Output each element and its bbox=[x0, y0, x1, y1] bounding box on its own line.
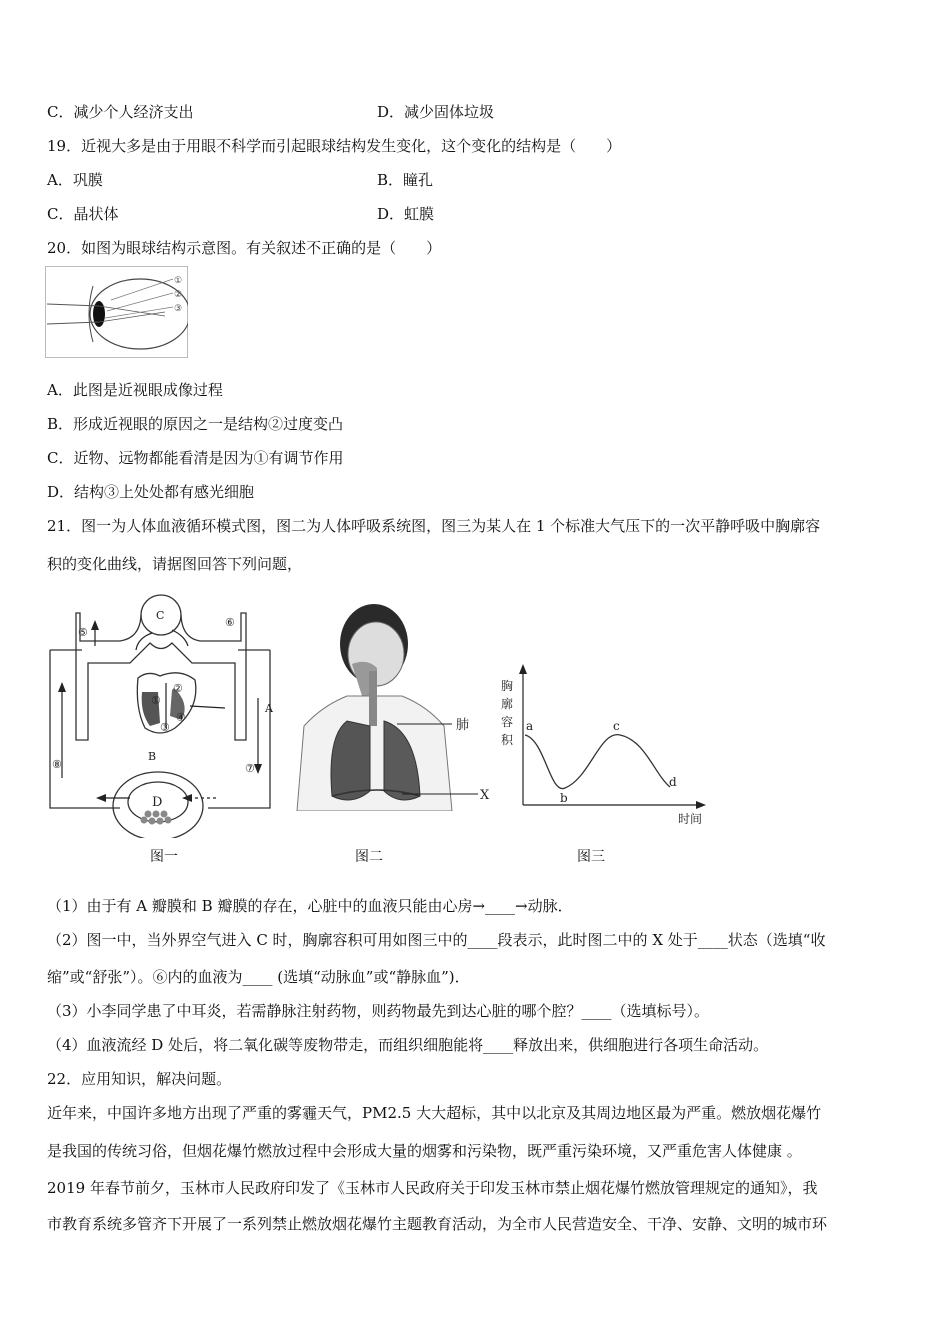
y-label-2: 廓 bbox=[501, 697, 514, 711]
q22-para-line1: 近年来，中国许多地方出现了严重的雾霾天气，PM2.5 大大超标，其中以北京及其周边地区最为严重。燃放烟花爆竹 bbox=[47, 1104, 822, 1122]
label-1: ① bbox=[151, 694, 161, 707]
q21-sub3: （3）小李同学患了中耳炎，若需静脉注射药物，则药物最先到达心脏的哪个腔？____（选填标号）。 bbox=[47, 1002, 710, 1020]
eye-structure-diagram bbox=[45, 266, 188, 358]
q19-option-d: D．虹膜 bbox=[377, 205, 435, 223]
q20-option-b: B．形成近视眼的原因之一是结构②过度变凸 bbox=[47, 415, 344, 433]
label-a: A bbox=[265, 702, 273, 715]
q22-para-line4: 市教育系统多管齐下开展了一系列禁止燃放烟花爆竹主题教育活动，为全市人民营造安全、干净、安静、文明的城市环 bbox=[47, 1215, 828, 1233]
point-a: a bbox=[526, 719, 534, 733]
q19-stem: 19．近视大多是由于用眼不科学而引起眼球结构发生变化，这个变化的结构是（ ） bbox=[47, 137, 622, 155]
label-b: B bbox=[148, 750, 157, 763]
fig1-caption: 图一 bbox=[150, 849, 178, 865]
eye-label-3: ③ bbox=[174, 304, 183, 314]
fig3-caption: 图三 bbox=[577, 849, 605, 865]
q22-para-line2: 是我国的传统习俗，但烟花爆竹燃放过程中会形成大量的烟雾和污染物，既严重污染环境，又严重危害人体健康 。 bbox=[47, 1142, 802, 1160]
q21-stem-line2: 积的变化曲线，请据图回答下列问题， bbox=[47, 555, 303, 573]
label-2: ② bbox=[173, 682, 183, 695]
label-c: C bbox=[156, 609, 165, 622]
q20-option-a: A．此图是近视眼成像过程 bbox=[47, 381, 223, 399]
q19-option-a: A．巩膜 bbox=[47, 171, 103, 189]
volume-curve bbox=[525, 735, 670, 789]
q21-sub4: （4）血液流经 D 处后，将二氧化碳等废物带走，而组织细胞能将____释放出来，供细胞进行各项生命活动。 bbox=[47, 1036, 769, 1054]
label-5: ⑤ bbox=[78, 626, 88, 639]
q21-sub2-line1: （2）图一中，当外界空气进入 C 时，胸廓容积可用如图三中的____段表示，此时图二中的 X 处于____状态（选填“收 bbox=[47, 931, 826, 949]
label-3: ③ bbox=[160, 721, 170, 734]
y-label-3: 容 bbox=[501, 715, 514, 729]
q20-option-d: D．结构③上处处都有感光细胞 bbox=[47, 483, 255, 501]
point-b: b bbox=[560, 791, 568, 805]
blood-circulation-diagram bbox=[40, 588, 290, 838]
q21-sub2-line2: 缩”或“舒张”）。⑥内的血液为____ (选填“动脉血”或“静脉血”)． bbox=[47, 968, 470, 986]
point-d: d bbox=[669, 775, 677, 789]
q22-para-line3: 2019 年春节前夕，玉林市人民政府印发了《玉林市人民政府关于印发玉林市禁止烟花爆竹燃放管理规定的通知》，我 bbox=[47, 1179, 818, 1197]
y-label-4: 积 bbox=[501, 733, 514, 747]
label-4: ④ bbox=[176, 711, 186, 724]
fig2-lung-label: 肺 bbox=[456, 718, 470, 733]
q19-option-b: B．瞳孔 bbox=[377, 171, 434, 189]
eye-label-1: ① bbox=[174, 276, 183, 286]
label-7: ⑦ bbox=[245, 762, 255, 775]
label-6: ⑥ bbox=[225, 616, 235, 629]
q19-option-c: C．晶状体 bbox=[47, 205, 119, 223]
q22-stem: 22．应用知识，解决问题。 bbox=[47, 1070, 232, 1088]
q20-option-c: C．近物、远物都能看清是因为①有调节作用 bbox=[47, 449, 344, 467]
q21-stem-line1: 21．图一为人体血液循环模式图，图二为人体呼吸系统图，图三为某人在 1 个标准大气压下的一次平静呼吸中胸廓容 bbox=[47, 517, 821, 535]
label-8: ⑧ bbox=[52, 758, 62, 771]
fig2-x-label: X bbox=[480, 788, 490, 803]
q21-sub1: （1）由于有 A 瓣膜和 B 瓣膜的存在，心脏中的血液只能由心房→____→动脉． bbox=[47, 897, 573, 915]
fig2-caption: 图二 bbox=[355, 849, 383, 865]
q18-option-d: D．减少固体垃圾 bbox=[377, 103, 495, 121]
chest-volume-chart bbox=[495, 660, 710, 830]
x-axis-label: 时间 bbox=[678, 812, 703, 826]
point-c: c bbox=[613, 719, 620, 733]
respiratory-system-diagram bbox=[292, 596, 502, 811]
eye-label-2: ② bbox=[174, 290, 183, 300]
label-d: D bbox=[152, 795, 163, 810]
q18-option-c: C．减少个人经济支出 bbox=[47, 103, 194, 121]
q20-stem: 20．如图为眼球结构示意图。有关叙述不正确的是（ ） bbox=[47, 239, 442, 257]
y-label-1: 胸 bbox=[501, 679, 514, 693]
